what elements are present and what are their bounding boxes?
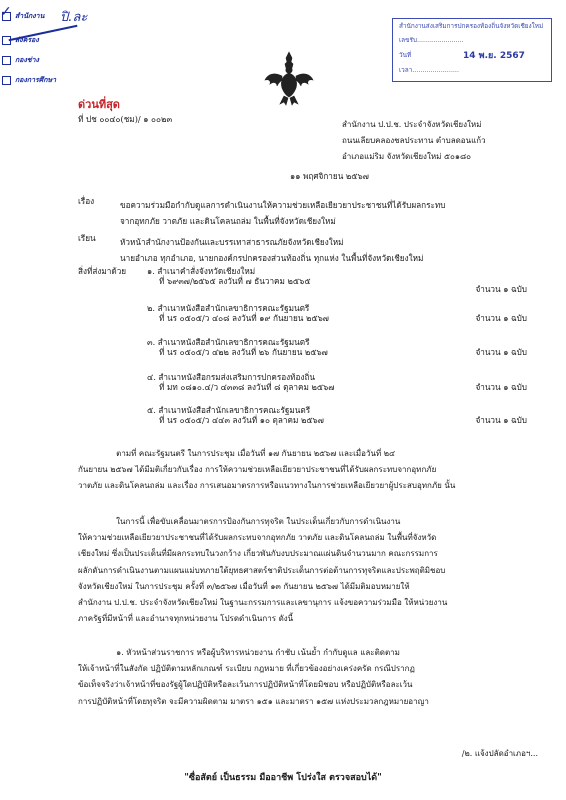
attachment-count: จำนวน ๑ ฉบับ [475,313,527,323]
attachment-item [147,266,527,294]
handwritten-signature: ปิ.ละ [60,10,88,25]
paragraph-line: ข้อเท็จจริงว่าเจ้าหน้าที่ของรัฐผู้ใดปฏิบัติหรือละเว้นการปฏิบัติหน้าที่โดยมิชอบ หรือปฏิบัติหรือละเว้น [78,680,413,690]
agency-address [342,117,486,165]
checkbox-icon [2,76,11,85]
attachment-title: ๑. สำเนาคำสั่งจังหวัดเชียงใหม่ [147,266,256,276]
routing-item[interactable]: กองช่าง [2,56,39,65]
check-mark-icon: ✓ [0,4,12,20]
paragraph-line: ให้ความช่วยเหลือเยียวยาประชาชนที่ได้รับผลกระทบจากอุทกภัย วาตภัย และดินโคลนถล่ม ในพื้นที่จังหวัด [78,533,437,543]
paragraph-line: จังหวัดเชียงใหม่ ในการประชุม ครั้งที่ ๓/๒๕๖๗ เมื่อวันที่ ๑๓ กันยายน ๒๕๖๗ ได้มีมติมอบหมายให้ [78,581,410,591]
attachment-count: จำนวน ๑ ฉบับ [475,382,527,392]
paragraph-line: เชียงใหม่ ซึ่งเป็นประเด็นที่มีผลกระทบในวงกว้าง เกี่ยวพันกับงบประมาณแผ่นดินจำนวนมาก คณะกรรมการ [78,549,438,559]
paragraph-line: ๑. หัวหน้าส่วนราชการ หรือผู้บริหารหน่วยงาน กำชับ เน้นย้ำ กำกับดูแล และติดตาม [78,648,400,657]
stamp-date: 14 พ.ย. 2567 [463,51,525,61]
attachments-label: สิ่งที่ส่งมาด้วย [78,266,127,276]
attachment-title: ๕. สำเนาหนังสือสำนักเลขาธิการคณะรัฐมนตรี [147,405,311,415]
agency-line: สำนักงาน ป.ป.ช. ประจำจังหวัดเชียงใหม่ [342,120,482,129]
attachment-title: ๔. สำเนาหนังสือกรมส่งเสริมการปกครองท้องถิ่น [147,372,315,382]
paragraph-line: การปฏิบัติหน้าที่โดยทุจริต จะมีความผิดตาม มาตรา ๑๕๑ และมาตรา ๑๕๗ แห่งประมวลกฎหมายอาญา [78,696,429,706]
paragraph-line: ภาครัฐที่มีหน้าที่ และอำนาจทุกหน่วยงาน โปรดดำเนินการ ดังนี้ [78,614,294,624]
recipient-text [120,234,423,266]
recipient-line: หัวหน้าสำนักงานป้องกันและบรรเทาสาธารณภัยจังหวัดเชียงใหม่ [120,237,344,247]
attachment-item [147,406,527,426]
attachment-count: จำนวน ๑ ฉบับ [475,415,527,425]
receipt-stamp [392,18,552,82]
routing-checklist [0,4,94,90]
paragraph-line: ผลักดันการดำเนินงานตามแผนแม่บทภายใต้ยุทธศาสตร์ชาติประเด็นการต่อต้านการทุจริตและประพฤติมิชอบ [78,565,446,575]
paragraph-line: ในการนี้ เพื่อขับเคลื่อนมาตรการป้องกันการทุจริต ในประเด็นเกี่ยวกับการดำเนินงาน [78,517,401,526]
checkbox-icon [2,12,11,21]
attachment-ref: ที่ นร ๐๕๐๕/ว ๔๒๒ ลงวันที่ ๒๖ กันยายน ๒๕๖๗ [159,346,328,357]
garuda-emblem-icon [262,50,316,106]
attachment-count: จำนวน ๑ ฉบับ [475,284,527,294]
paragraph-line: ให้เจ้าหน้าที่ในสังกัด ปฏิบัติตามหลักเกณฑ์ ระเบียบ กฎหมาย ที่เกี่ยวข้องอย่างเคร่งครัด กรณีปรากฏ [78,664,415,674]
body-paragraph-3 [78,645,533,710]
attachment-item [147,373,527,393]
recipient-line: นายอำเภอ ทุกอำเภอ, นายกองค์กรปกครองส่วนท้องถิ่น ทุกแห่ง ในพื้นที่จังหวัดเชียงใหม่ [120,253,424,263]
subject-label: เรื่อง [78,196,95,206]
attachment-ref: ที่ นร ๐๕๐๕/ว ๔๔๓ ลงวันที่ ๑๐ ตุลาคม ๒๕๖๗ [159,414,324,425]
attachment-item [147,304,527,324]
agency-line: ถนนเลียบคลองชลประทาน ตำบลดอนแก้ว [342,136,486,145]
footer-motto: "ซื่อสัตย์ เป็นธรรม มืออาชีพ โปร่งใส ตรวจสอบได้" [184,773,382,783]
body-paragraph-1 [78,446,533,495]
attachment-ref: ที่ นร ๐๕๐๕/ว ๔๐๘ ลงวันที่ ๑๙ กันยายน ๒๕๖๗ [159,312,329,323]
recipient-label: เรียน [78,233,96,243]
attachment-item [147,338,527,358]
routing-item[interactable]: กองการศึกษา [2,76,56,85]
stamp-org: สำนักงานส่งเสริมการปกครองท้องถิ่นจังหวัดเชียงใหม่ [399,22,544,30]
attachment-title: ๒. สำเนาหนังสือสำนักเลขาธิการคณะรัฐมนตรี [147,303,310,313]
attachment-ref: ที่ ๖๙๓๗/๒๕๖๕ ลงวันที่ ๗ ธันวาคม ๒๕๖๕ [159,275,311,286]
reference-number: ที่ ปช ๐๐๔๐(ชม)/ ๑ ๐๐๒๓ [78,114,173,124]
continuation-note: /๒. แจ้งปลัดอำเภอฯ... [461,749,538,758]
checkbox-icon [2,56,11,65]
paragraph-line: วาตภัย และดินโคลนถล่ม และเรื่อง การเสนอมาตรการหรือแนวทางในการช่วยเหลือเยียวยาผู้ประสบอุทกภัย นั้น [78,481,456,491]
stamp-date-label: วันที่ [399,51,412,59]
subject-line: ขอความร่วมมือกำกับดูแลการดำเนินงานให้ความช่วยเหลือเยียวยาประชาชนที่ได้รับผลกระทบ [120,200,446,210]
stamp-time: เวลา....................... [399,66,459,74]
stamp-receipt-no: เลขรับ....................... [399,36,464,44]
paragraph-line: ตามที่ คณะรัฐมนตรี ในการประชุม เมื่อวันที่ ๑๗ กันยายน ๒๕๖๗ และเมื่อวันที่ ๒๔ [78,449,396,458]
paragraph-line: กันยายน ๒๕๖๗ ได้มีมติเกี่ยวกับเรื่อง การให้ความช่วยเหลือเยียวยาประชาชนที่ได้รับผลกระทบจากอุทกภัย [78,465,437,475]
attachment-ref: ที่ มท ๐๘๑๐.๔/ว ๔๓๓๘ ลงวันที่ ๘ ตุลาคม ๒๕๖๗ [159,381,335,392]
body-paragraph-2 [78,514,533,627]
routing-item[interactable]: ส่งครอง [2,36,39,45]
agency-line: อำเภอแม่ริม จังหวัดเชียงใหม่ ๕๐๑๘๐ [342,152,472,161]
attachment-count: จำนวน ๑ ฉบับ [475,347,527,357]
document-date: ๑๑ พฤศจิกายน ๒๕๖๗ [290,171,369,181]
subject-text [120,197,445,229]
subject-line: จากอุทกภัย วาตภัย และดินโคลนถล่ม ในพื้นที่จังหวัดเชียงใหม่ [120,216,336,226]
urgent-label: ด่วนที่สุด [78,98,120,111]
paragraph-line: สำนักงาน ป.ป.ช. ประจำจังหวัดเชียงใหม่ ในฐานะกรรมการและเลขานุการ แจ้งขอความร่วมมือ ให้หน่วยงาน [78,598,448,608]
routing-item[interactable]: สำนักงาน [2,12,44,21]
checkbox-icon [2,36,11,45]
attachment-title: ๓. สำเนาหนังสือสำนักเลขาธิการคณะรัฐมนตรี [147,337,310,347]
